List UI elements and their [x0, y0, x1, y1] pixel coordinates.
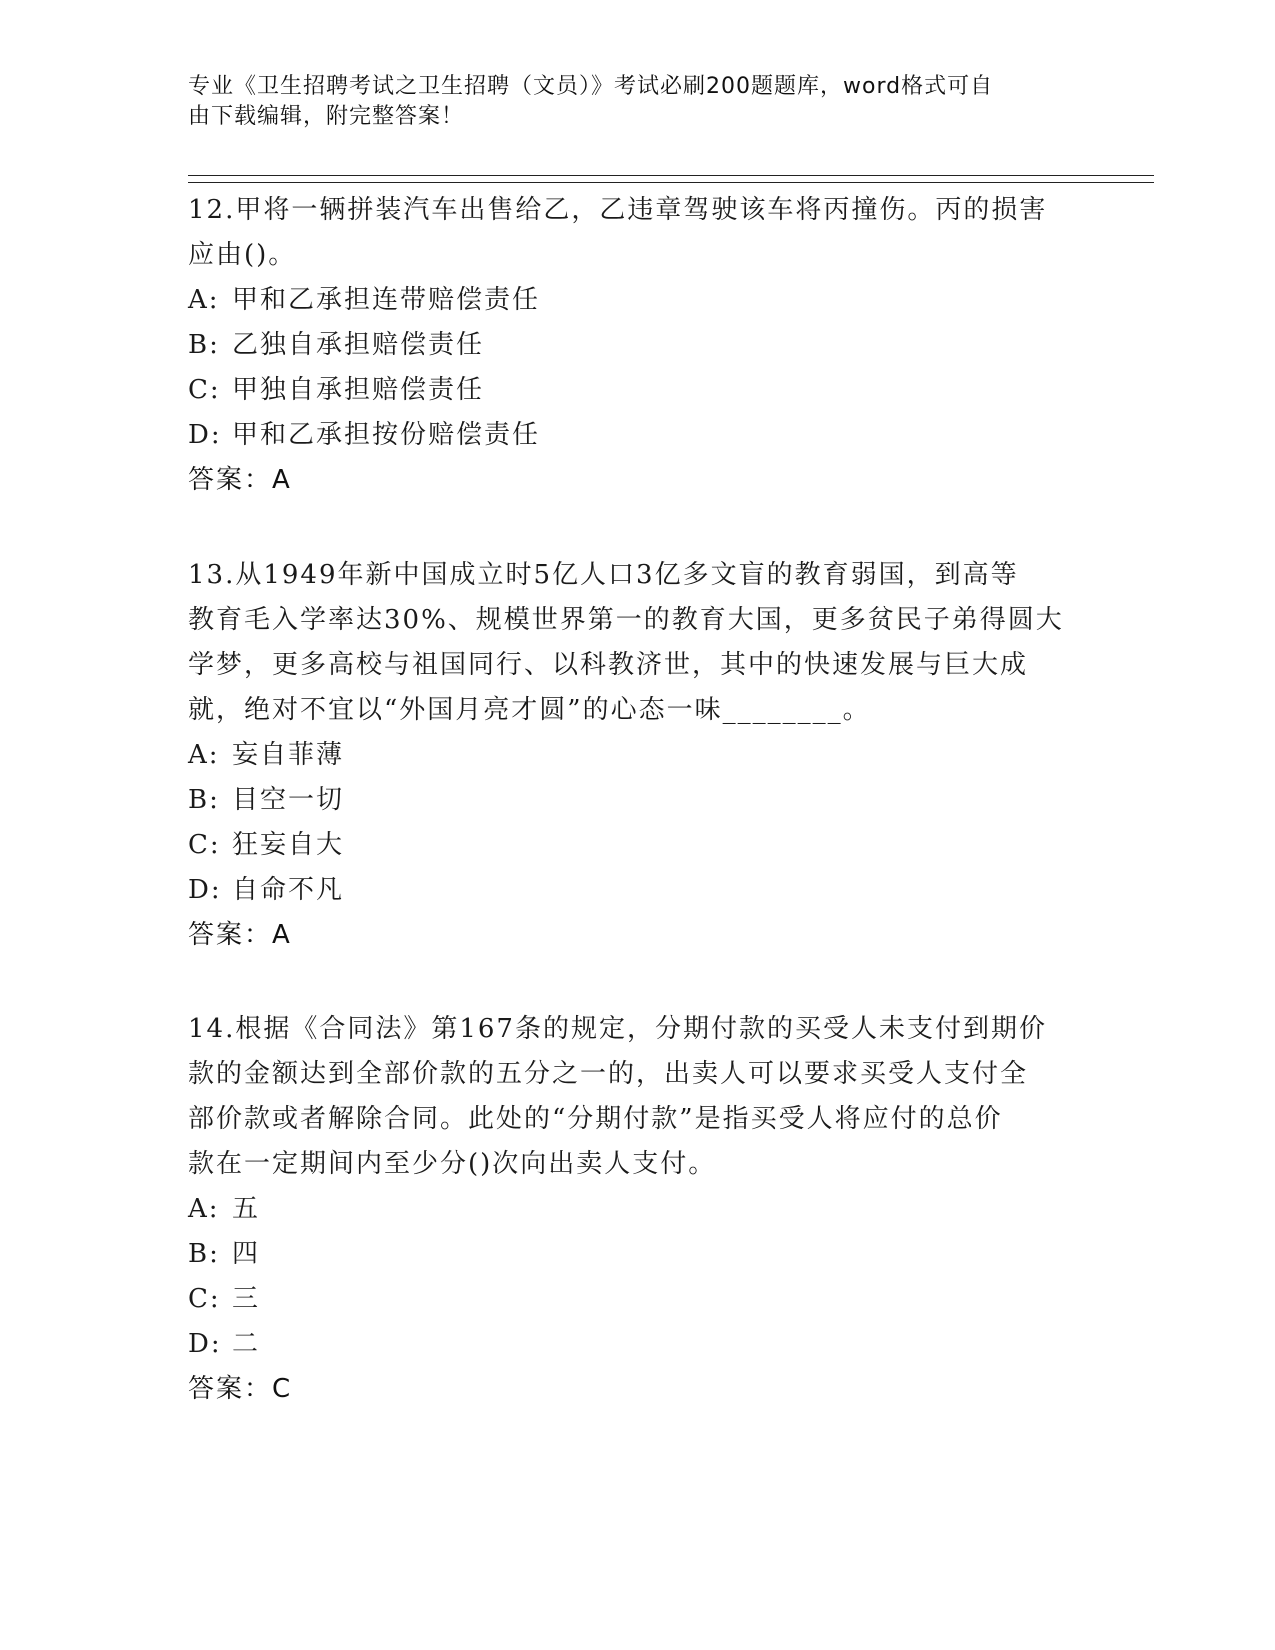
question-13-line-2: 教育毛入学率达30%、规模世界第一的教育大国，更多贫民子弟得圆大	[188, 605, 1064, 635]
option-text: 四	[232, 1239, 261, 1269]
option-key: B:	[188, 1239, 220, 1269]
document-header	[188, 72, 1068, 132]
option-text: 乙独自承担赔偿责任	[232, 330, 485, 360]
question-13-option-a	[188, 733, 1088, 778]
option-text: 甲和乙承担连带赔偿责任	[232, 285, 541, 315]
question-13-option-d	[188, 868, 1088, 913]
question-14-line-4: 款在一定期间内至少分()次向出卖人支付。	[188, 1149, 717, 1179]
question-12-answer: 答案：A	[188, 465, 292, 495]
option-text: 甲和乙承担按份赔偿责任	[232, 420, 541, 450]
question-14-line-1: 14.根据《合同法》第167条的规定，分期付款的买受人未支付到期价	[188, 1014, 1047, 1044]
question-13-option-c	[188, 823, 1088, 868]
header-divider	[188, 175, 1154, 183]
question-14-answer: 答案：C	[188, 1374, 293, 1404]
option-key: C:	[188, 375, 221, 405]
option-key: A:	[188, 1194, 220, 1224]
option-key: B:	[188, 785, 220, 815]
question-12-line-1: 12.甲将一辆拼装汽车出售给乙，乙违章驾驶该车将丙撞伤。丙的损害	[188, 195, 1048, 225]
option-text: 五	[232, 1194, 261, 1224]
question-13-answer: 答案：A	[188, 920, 292, 950]
option-key: D:	[188, 875, 222, 905]
question-12-line-2: 应由()。	[188, 240, 297, 270]
option-text: 妄自菲薄	[232, 740, 345, 770]
question-14-option-b	[188, 1232, 1088, 1277]
option-text: 狂妄自大	[232, 830, 345, 860]
question-12-option-b	[188, 323, 1088, 368]
question-12-option-d	[188, 413, 1088, 458]
question-14-line-3: 部价款或者解除合同。此处的“分期付款”是指买受人将应付的总价	[188, 1104, 1003, 1134]
header-line-2: 由下载编辑，附完整答案！	[188, 104, 465, 129]
option-text: 甲独自承担赔偿责任	[232, 375, 485, 405]
question-14-option-a	[188, 1187, 1088, 1232]
option-text: 自命不凡	[232, 875, 345, 905]
option-text: 三	[232, 1284, 261, 1314]
question-13-line-4: 就，绝对不宜以“外国月亮才圆”的心态一味________。	[188, 695, 871, 725]
option-key: D:	[188, 1329, 222, 1359]
question-13	[188, 553, 1088, 958]
question-12	[188, 188, 1088, 503]
header-line-1: 专业《卫生招聘考试之卫生招聘（文员）》考试必刷200题题库，word格式可自	[188, 74, 994, 99]
option-key: C:	[188, 1284, 221, 1314]
option-key: B:	[188, 330, 220, 360]
question-13-option-b	[188, 778, 1088, 823]
question-13-line-3: 学梦，更多高校与祖国同行、以科教济世，其中的快速发展与巨大成	[188, 650, 1029, 680]
question-12-option-a	[188, 278, 1088, 323]
option-key: A:	[188, 740, 220, 770]
question-13-line-1: 13.从1949年新中国成立时5亿人口3亿多文盲的教育弱国，到高等	[188, 560, 1019, 590]
option-text: 二	[232, 1329, 261, 1359]
question-12-option-c	[188, 368, 1088, 413]
question-14-line-2: 款的金额达到全部价款的五分之一的，出卖人可以要求买受人支付全	[188, 1059, 1029, 1089]
question-14-option-d	[188, 1322, 1088, 1367]
option-key: A:	[188, 285, 220, 315]
option-key: C:	[188, 830, 221, 860]
option-key: D:	[188, 420, 222, 450]
option-text: 目空一切	[232, 785, 345, 815]
question-14	[188, 1007, 1088, 1412]
question-14-option-c	[188, 1277, 1088, 1322]
